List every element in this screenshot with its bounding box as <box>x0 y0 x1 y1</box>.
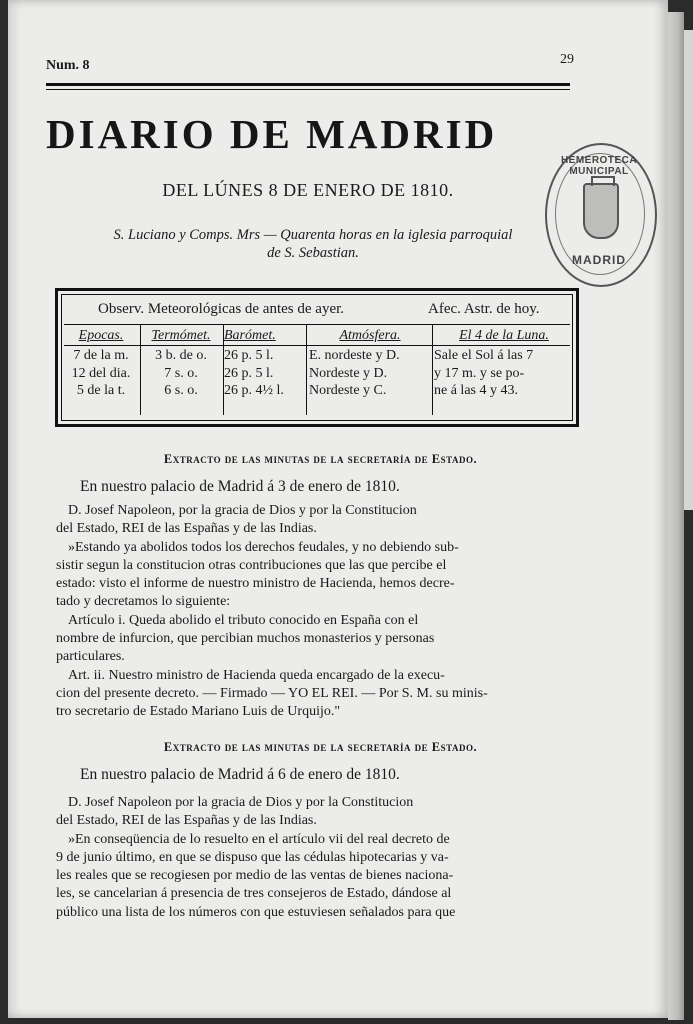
meteorological-table <box>55 288 579 427</box>
table-cell: Sale el Sol á las 7 <box>434 348 534 363</box>
text-line: les reales que se recogiesen por medio de las ventas de bienes naciona- <box>56 868 454 884</box>
section-1-palace-line: En nuestro palacio de Madrid á 3 de enero de 1810. <box>80 478 400 495</box>
col-header: Barómet. <box>224 328 276 343</box>
library-stamp-icon <box>545 143 657 287</box>
text-line: »En conseqüencia de lo resuelto en el artículo vii del real decreto de <box>68 831 450 847</box>
col-header: Epocas. <box>78 328 124 343</box>
text-line: Art. ii. Nuestro ministro de Hacienda queda encargado de la execu- <box>68 667 445 683</box>
table-cell: 26 p. 5 l. <box>224 348 274 363</box>
section-2-heading: Extracto de las minutas de la secretaría de Estado. <box>163 740 478 754</box>
issue-number: Num. 8 <box>46 58 90 73</box>
text-line: D. Josef Napoleon por la gracia de Dios y por la Constitucion <box>68 795 414 810</box>
text-line: 9 de junio último, en que se dispuso que las cédulas hipotecarias y va- <box>56 849 449 865</box>
col-termometro <box>141 328 221 400</box>
saints-of-day <box>68 226 558 262</box>
text-line: Artículo i. Queda abolido el tributo conocido en España con el <box>68 612 419 628</box>
text-line: tro secretario de Estado Mariano Luis de Urquijo." <box>56 704 341 720</box>
text-line: del Estado, REI de las Españas y de las Indias. <box>56 521 317 537</box>
table-cell: 12 del dia. <box>71 365 131 381</box>
masthead-title: DIARIO DE MADRID <box>46 111 498 157</box>
met-heading-left: Observ. Meteorológicas de antes de ayer. <box>98 301 345 317</box>
col-header: El 4 de la Luna. <box>459 328 549 343</box>
masthead-date: DEL LÚNES 8 DE ENERO DE 1810. <box>162 180 454 200</box>
text-line: tado y decretamos lo siguiente: <box>56 594 231 610</box>
text-line: »Estando ya abolidos todos los derechos feudales, y no debiendo sub- <box>68 539 459 555</box>
section-1-body <box>56 502 587 722</box>
table-cell: Nordeste y D. <box>309 365 388 381</box>
page-edge-back <box>684 30 693 510</box>
text-line: estado: visto el informe de nuestro ministro de Hacienda, hemos decre- <box>56 576 455 592</box>
page-number: 29 <box>560 52 574 67</box>
page-edge <box>668 12 684 1020</box>
stamp-top-text: HEMEROTECA MUNICIPAL <box>560 155 638 177</box>
section-2-body <box>56 794 587 922</box>
section-1-heading: Extracto de las minutas de la secretaría de Estado. <box>163 452 478 466</box>
col-atmosfera <box>309 328 431 400</box>
header-rule <box>46 83 570 86</box>
newspaper-page <box>8 0 668 1018</box>
table-cell: 26 p. 4½ l. <box>224 383 284 398</box>
header-rule-thin <box>46 89 570 90</box>
met-heading-right: Afec. Astr. de hoy. <box>428 301 540 317</box>
col-epocas <box>64 328 138 400</box>
text-line: particulares. <box>56 649 125 665</box>
table-cell: 5 de la t. <box>76 383 126 398</box>
stamp-bottom-text: MADRID <box>572 253 626 267</box>
table-cell: 26 p. 5 l. <box>224 365 274 381</box>
table-cell: y 17 m. y se po- <box>434 365 525 381</box>
text-line: público una lista de los números con que estuviesen señalados para que <box>56 904 456 920</box>
text-line: cion del presente decreto. — Firmado — YO EL REI. — Por S. M. su minis- <box>56 685 488 701</box>
coat-of-arms-icon <box>583 183 619 239</box>
table-cell: 7 de la m. <box>73 348 129 363</box>
col-luna <box>434 328 574 400</box>
table-cell: 3 b. de o. <box>155 348 207 363</box>
section-2-palace-line: En nuestro palacio de Madrid á 6 de enero de 1810. <box>80 766 400 783</box>
table-cell: ne á las 4 y 43. <box>434 383 518 398</box>
text-line: sistir segun la constitucion otras contribuciones que las que percibe el <box>56 557 447 573</box>
saints-line-2: de S. Sebastian. <box>267 245 359 261</box>
col-header: Atmósfera. <box>339 328 401 343</box>
text-line: nombre de infurcion, que percibian muchos monasterios y personas <box>56 631 435 647</box>
table-cell: Nordeste y C. <box>309 383 387 398</box>
met-col-divider <box>432 325 433 415</box>
table-cell: 7 s. o. <box>164 365 198 381</box>
table-cell: E. nordeste y D. <box>309 348 400 363</box>
col-barometro <box>224 328 304 400</box>
text-line: les, se cancelarian á presencia de tres consejeros de Estado, dándose al <box>56 886 452 902</box>
table-cell: 6 s. o. <box>164 383 198 398</box>
saints-line-1: S. Luciano y Comps. Mrs — Quarenta horas en la iglesia parroquial <box>113 227 513 243</box>
text-line: D. Josef Napoleon, por la gracia de Dios y por la Constitucion <box>68 503 417 518</box>
text-line: del Estado, REI de las Españas y de las Indias. <box>56 813 317 829</box>
col-header: Termómet. <box>151 328 211 343</box>
met-col-divider <box>306 325 307 415</box>
